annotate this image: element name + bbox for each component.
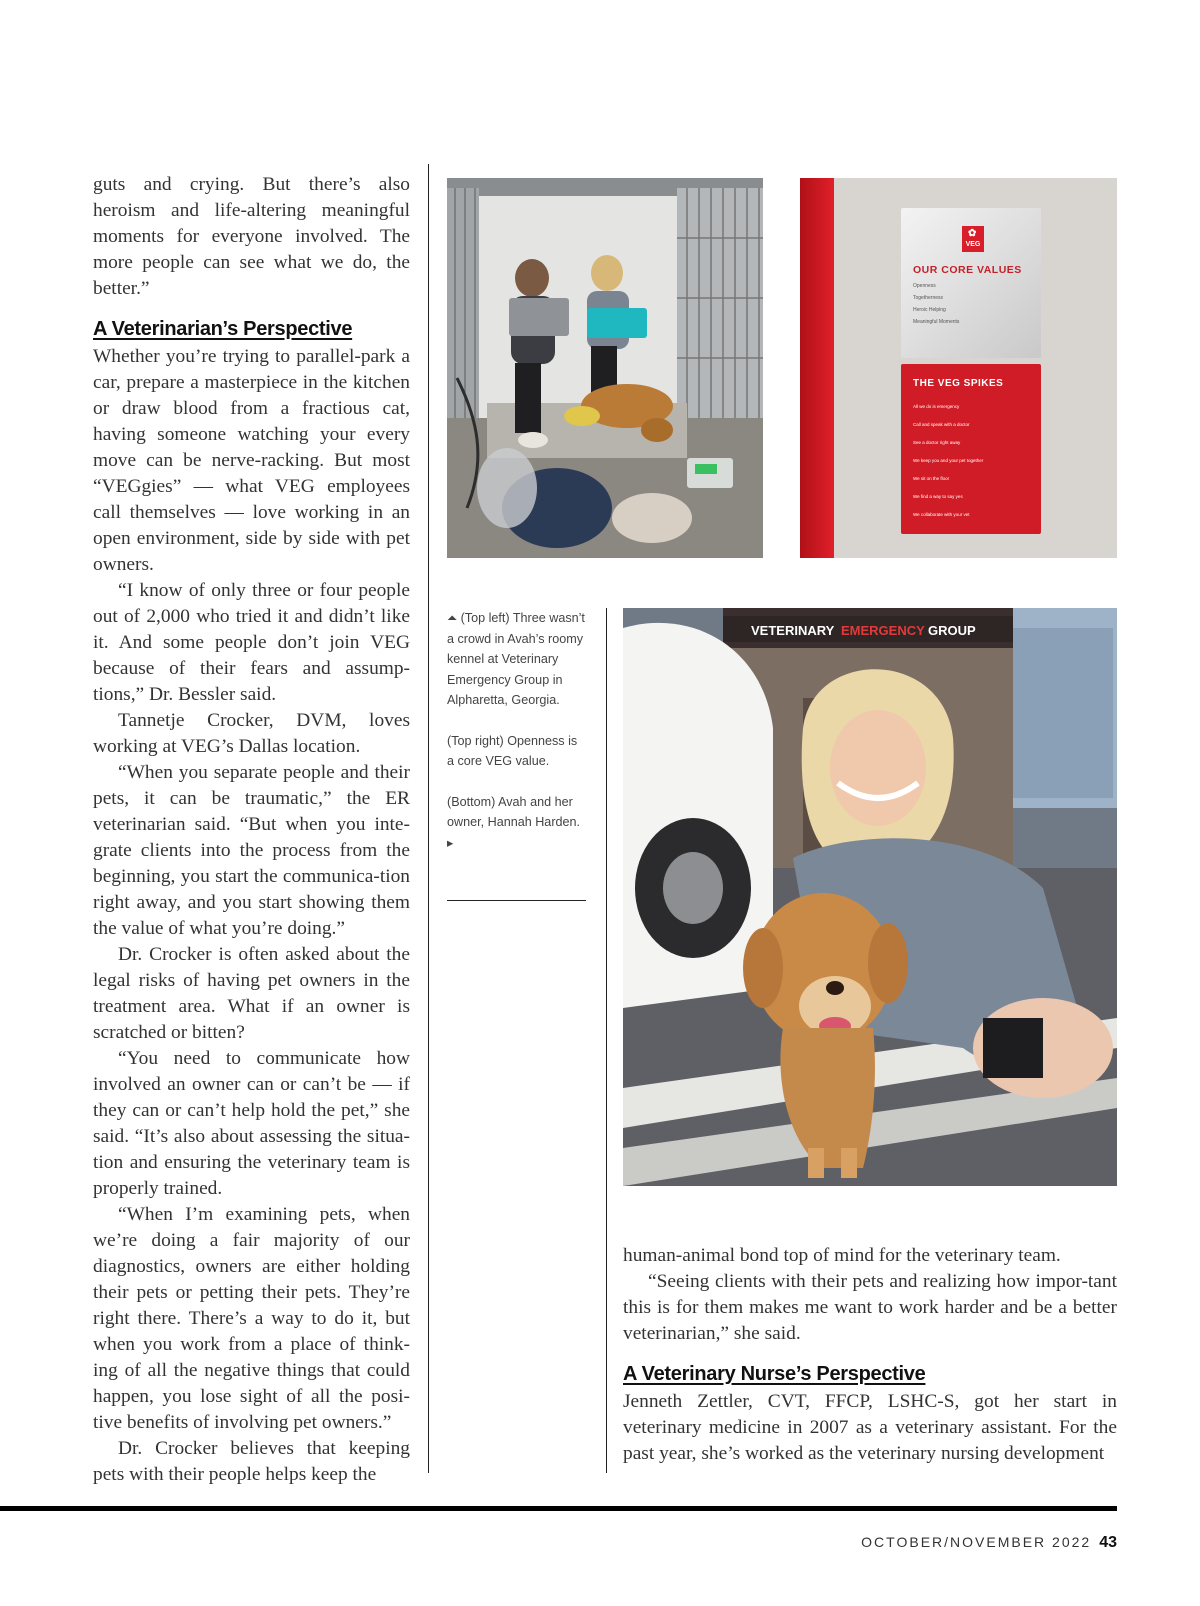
core-values-title: OUR CORE VALUES <box>913 264 1022 276</box>
body-paragraph: guts and crying. But there’s also heroism and life-altering meaningful moments for everyone involved. The more people can see what we do, the better.” <box>93 174 410 299</box>
flower-icon: ✿ <box>968 228 977 239</box>
caption-top-right: (Top right) Openness is a core VEG value. <box>447 733 578 768</box>
owner-dog-photo-illustration <box>623 608 1117 1186</box>
veg-spikes-list: All we do is emergency Call and speak with a doctor See a doctor right away We keep you and your pet together We sit on the floor We find a way to say yes We collaborate with your vet <box>913 404 984 517</box>
photo-kennel <box>447 178 763 558</box>
photo-owner-and-dog <box>623 608 1117 1186</box>
veg-spikes-panel <box>901 364 1041 534</box>
caption-top-left: ⏶ (Top left) Three wasn’t a crowd in Avah’s roomy kennel at Veterinary Emergency Group in Alpharetta, Georgia. <box>447 611 585 707</box>
issue-date: OCTOBER/NOVEMBER 2022 <box>861 1534 1092 1550</box>
caption-bottom: (Bottom) Avah and her owner, Hannah Harden. ▸ <box>447 794 581 850</box>
column-divider-left <box>428 164 429 1473</box>
body-paragraph: Dr. Crocker believes that keeping pets with their people helps keep the <box>93 1438 410 1485</box>
column-divider-right <box>606 608 607 1473</box>
body-paragraph: Dr. Crocker is often asked about the legal risks of having pet owners in the treatment area. What if an owner is scratched or bitten? <box>93 944 410 1043</box>
core-values-panel <box>901 208 1041 358</box>
core-values-list: Openness Togetherness Heroic Helping Meaningful Moments <box>913 283 960 325</box>
veg-spikes-title: THE VEG SPIKES <box>913 378 1004 389</box>
caption-rule <box>447 900 586 901</box>
footer-rule <box>0 1506 1117 1511</box>
veg-logo: ✿ VEG <box>962 226 984 252</box>
body-paragraph: “When you separate people and their pets, it can be traumatic,” the ER veterinarian said. “But when you inte-grate clients into the process from the beginning, you start the communica-tion right away, and you start showing them the value of what you’re doing.” <box>93 762 410 939</box>
section-heading-nurse: A Veterinary Nurse’s Perspective <box>623 1363 926 1385</box>
body-paragraph: human-animal bond top of mind for the veterinary team. <box>623 1245 1061 1266</box>
photo-core-values-sign <box>800 178 1117 558</box>
building-sign-emergency: EMERGENCY <box>841 623 925 638</box>
arrow-up-icon: ⏶ <box>447 611 461 625</box>
kennel-photo-illustration <box>447 178 763 558</box>
body-paragraph: Tannetje Crocker, DVM, loves working at VEG’s Dallas location. <box>93 710 410 757</box>
section-heading-veterinarian: A Veterinarian’s Perspective <box>93 318 353 340</box>
arrow-right-icon: ▸ <box>447 835 454 850</box>
body-paragraph: Jenneth Zettler, CVT, FFCP, LSHC-S, got her start in veterinary medicine in 2007 as a veterinary assistant. For the past year, she’s worked as the veterinary nursing development <box>623 1391 1117 1464</box>
body-paragraph: “Seeing clients with their pets and realizing how impor-tant this is for them makes me want to work harder and be a better veterinarian,” she said. <box>623 1271 1117 1344</box>
red-wall-stripe <box>800 178 834 558</box>
left-text-column <box>93 172 410 1488</box>
body-paragraph: “When I’m examining pets, when we’re doing a fair majority of our diagnostics, owners are either holding their pets or petting their pets. They’re right there. There’s a way to do it, but when you work from a place of think-ing of all the negative things that could happen, you lose sight of all the posi-tive benefits of involving pet owners.” <box>93 1204 410 1433</box>
page-number: 43 <box>1099 1534 1117 1551</box>
building-sign-veterinary: VETERINARY <box>751 623 835 638</box>
page-footer <box>861 1534 1117 1552</box>
body-paragraph: “I know of only three or four people out of 2,000 who tried it and didn’t like it. And some people don’t join VEG because of their fears and assump-tions,” Dr. Bessler said. <box>93 580 410 705</box>
photo-caption <box>447 608 587 873</box>
body-paragraph: Whether you’re trying to parallel-park a car, prepare a masterpiece in the kitchen or draw blood from a fractious cat, having someone watching your every move can be nerve-racking. But most “VEGgies” — what VEG employees call themselves — love working in an open environment, side by side with pet owners. <box>93 346 410 575</box>
building-sign-group: GROUP <box>928 623 976 638</box>
body-paragraph: “You need to communicate how involved an owner can or can’t be — if they can or can’t help hold the pet,” she said. “It’s also about assessing the situa-tion and ensuring the veterinary team is properly trained. <box>93 1048 410 1199</box>
right-text-column <box>623 1243 1117 1467</box>
